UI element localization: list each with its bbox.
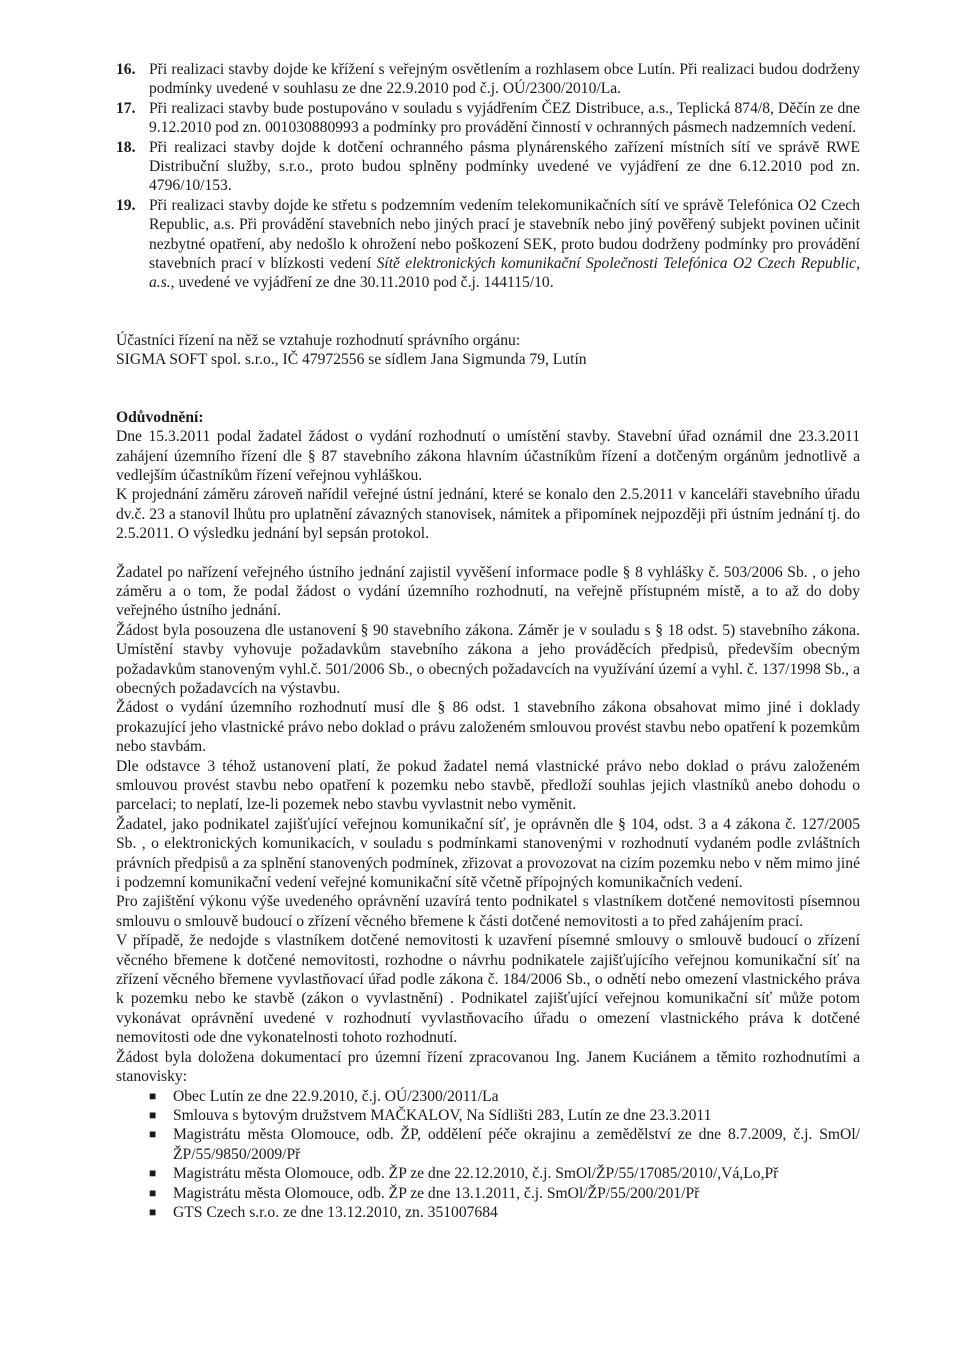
bullet-icon: ■ — [149, 1204, 157, 1219]
item-text: Při realizaci stavby dojde k dotčení ochranného pásma plynárenského zařízení místních sítí ve správě RWE Distribuční služby, s.r.o., proto budou splněny podmínky uvedené ve vyjádření ze dne 6.12.2010 pod zn. 4796/10/153. — [149, 138, 860, 195]
participants-name: SIGMA SOFT spol. s.r.o., IČ 47972556 se sídlem Jana Sigmunda 79, Lutín — [116, 351, 587, 369]
reasoning-paragraph: K projednání záměru zároveň nařídil veřejné ústní jednání, které se konalo den 2.5.2011 v kanceláři stavebního úřadu dv.č. 23 a stanovil lhůtu pro uplatnění závazných stanovisek, námitek a připomínek nejpozději při ústním jednání tj. do 2.5.2011. O výsledku jednání byl sepsán protokol. — [116, 486, 860, 543]
reasoning-paragraph: Dle odstavce 3 téhož ustanovení platí, že pokud žadatel nemá vlastnické právo nebo doklad o právu založeném smlouvou provést stavbu nebo opatření k pozemku nebo stavbě, předloží souhlas jejich vlastníků anebo dohodu o parcelaci; to neplatí, lze-li pozemek nebo stavbu vyvlastnit nebo vyměnit. — [116, 757, 860, 814]
bullet-icon: ■ — [149, 1166, 157, 1181]
item-text-italic: Sítě elektronických komunikační Společnosti Telefónica O2 Czech Republic, a.s. — [149, 255, 860, 292]
list-item — [149, 1087, 860, 1106]
participants-intro: Účastníci řízení na něž se vztahuje rozhodnutí správního orgánu: — [116, 331, 521, 349]
list-item — [149, 1184, 860, 1203]
list-item-text: Magistrátu města Olomouce, odb. ŽP, oddělení péče okrajinu a zemědělství ze dne 8.7.2009, č.j. SmOl/ŽP/55/9850/2009/Př — [173, 1126, 860, 1163]
list-item — [149, 1125, 860, 1164]
list-item-text: Magistrátu města Olomouce, odb. ŽP ze dne 22.12.2010, č.j. SmOl/ŽP/55/17085/2010/,Vá,Lo,Př — [173, 1165, 779, 1183]
list-item — [149, 1164, 860, 1183]
bullet-icon: ■ — [149, 1107, 157, 1122]
item-number: 17. — [116, 99, 136, 117]
item-number: 19. — [116, 196, 136, 214]
condition-item-19 — [116, 196, 860, 293]
bullet-icon: ■ — [149, 1127, 157, 1142]
reasoning-paragraph: Žádost byla posouzena dle ustanovení § 90 stavebního zákona. Záměr je v souladu s § 18 odst. 5) stavebního zákona. Umístění stavby vyhovuje požadavkům stavebního zákona a jeho prováděcích předpisů, především obecným požadavkům stanoveným vyhl.č. 501/2006 Sb., o obecných požadavcích na využívání území a vyhl. č. 137/1998 Sb., a obecných požadavcích na výstavbu. — [116, 621, 860, 697]
reasoning-paragraph: Žadatel po nařízení veřejného ústního jednání zajistil vyvěšení informace podle § 8 vyhlášky č. 503/2006 Sb. , o jeho záměru a o tom, že podal žádost o vydání územního rozhodnutí, na veřejně přístupném místě, a to až do doby veřejného ústního jednání. — [116, 563, 860, 620]
bullet-icon: ■ — [149, 1185, 157, 1200]
list-item — [149, 1203, 860, 1222]
list-item-text: Smlouva s bytovým družstvem MAČKALOV, Na Sídlišti 283, Lutín ze dne 23.3.2011 — [173, 1106, 712, 1124]
condition-item-17 — [116, 99, 860, 138]
item-text-part: Při realizaci stavby dojde ke střetu s podzemním vedením telekomunikačních sítí ve správě Telefónica O2 Czech Republic, a.s. Při provádění stavebních nebo jiných prací je stavebník nebo jiný pověřený subjekt povinen učinit nezbytné opatření, aby nedošlo k ohrožení nebo poškození SEK, proto budou dodrženy podmínky pro provádění stavebních prací v blízkosti vedení — [149, 196, 860, 273]
documents-list — [116, 1087, 860, 1223]
list-item-text: Magistrátu města Olomouce, odb. ŽP ze dne 13.1.2011, č.j. SmOl/ŽP/55/200/201/Př — [173, 1184, 700, 1202]
reasoning-paragraph: V případě, že nedojde s vlastníkem dotčené nemovitosti k uzavření písemné smlouvy o smlouvě budoucí o zřízení věcného břemene k dotčené nemovitosti, rozhodne o návrhu podnikatele zajišťujícího veřejnou komunikační síť na zřízení věcného břemene vyvlastňovací úřad podle zákona č. 184/2006 Sb., o odnětí nebo omezení vlastnického práva k pozemku nebo ke stavbě (zákon o vyvlastnění) . Podnikatel zajišťující veřejnou komunikační síť může potom vykonávat oprávnění uvedené v rozhodnutí vyvlastňovacího úřadu o omezení vlastnického práva k dotčené nemovitosti ode dne vykonatelnosti tohoto rozhodnutí. — [116, 932, 860, 1047]
reasoning-paragraph: Žadatel, jako podnikatel zajišťující veřejnou komunikační síť, je oprávněn dle § 104, odst. 3 a 4 zákona č. 127/2005 Sb. , o elektronických komunikacích, v souladu s podmínkami stanovenými v rozhodnutí vydaném podle zvláštních právních předpisů a za splnění stanovených podmínek, zřizovat a provozovat na cizím pozemku nebo v něm mimo jiné i podzemní komunikační vedení veřejné komunikační sítě včetně přípojných komunikačních vedení. — [116, 815, 860, 892]
reasoning-paragraph: Dne 15.3.2011 podal žadatel žádost o vydání rozhodnutí o umístění stavby. Stavební úřad oznámil dne 23.3.2011 zahájení územního řízení dle § 87 stavebního zákona hlavním účastníkům řízení a dotčeným orgánům jednotlivě a vedlejším účastníkům řízení veřejnou vyhláškou. — [116, 428, 860, 484]
list-item — [149, 1106, 860, 1125]
reasoning-heading: Odůvodnění: — [116, 408, 204, 426]
item-text: Při realizaci stavby bude postupováno v souladu s vyjádřením ČEZ Distribuce, a.s., Teplická 874/8, Děčín ze dne 9.12.2010 pod zn. 001030880993 a podmínky pro provádění činností v ochranných pásmech nadzemních vedení. — [149, 99, 860, 137]
item-number: 18. — [116, 138, 136, 156]
reasoning-paragraph: Pro zajištění výkonu výše uvedeného oprávnění uzavírá tento podnikatel s vlastníkem dotčené nemovitosti písemnou smlouvu o smlouvě budoucí o zřízení věcného břemene k části dotčené nemovitosti a to před zahájením prací. — [116, 893, 860, 930]
bullet-icon: ■ — [149, 1088, 157, 1103]
item-text — [149, 196, 860, 293]
list-item-text: Obec Lutín ze dne 22.9.2010, č.j. OÚ/2300/2011/La — [173, 1087, 499, 1105]
condition-item-16 — [116, 60, 860, 99]
condition-item-18 — [116, 138, 860, 196]
item-text: Při realizaci stavby dojde ke křížení s veřejným osvětlením a rozhlasem obce Lutín. Při realizaci budou dodrženy podmínky uvedené v souhlasu ze dne 22.9.2010 pod č.j. OÚ/2300/2010/La. — [149, 61, 860, 98]
item-number: 16. — [116, 61, 136, 78]
reasoning-paragraph: Žádost byla doložena dokumentací pro územní řízení zpracovanou Ing. Janem Kuciánem a těmito rozhodnutími a stanovisky: — [116, 1048, 860, 1086]
list-item-text: GTS Czech s.r.o. ze dne 13.12.2010, zn. 351007684 — [173, 1203, 498, 1221]
item-text-part: , uvedené ve vyjádření ze dne 30.11.2010 pod č.j. 144115/10. — [170, 274, 554, 292]
reasoning-paragraph: Žádost o vydání územního rozhodnutí musí dle § 86 odst. 1 stavebního zákona obsahovat mimo jiné i doklady prokazující jeho vlastnické právo nebo doklad o právu založeném smlouvou provést stavbu nebo opatření k pozemkům nebo stavbám. — [116, 699, 860, 756]
